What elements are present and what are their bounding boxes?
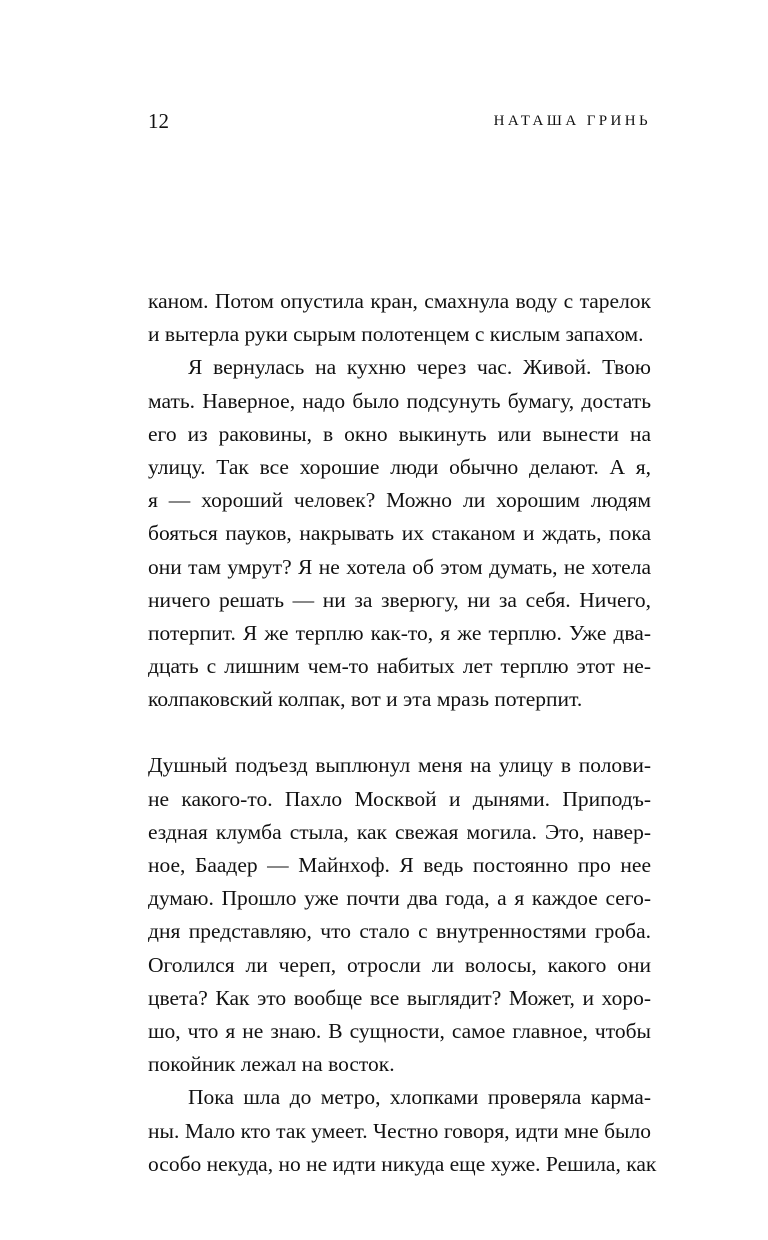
text-line: Душный подъезд выплюнул меня на улицу в полови- — [148, 753, 651, 778]
text-line: ездная клумба стыла, как свежая могила. Это, навер- — [148, 819, 651, 844]
paragraph — [148, 1081, 657, 1181]
text-line: особо некуда, но не идти никуда еще хуже. Решила, как — [148, 1151, 657, 1176]
text-line: потерпит. Я же терплю как-то, я же терплю. Уже два- — [148, 620, 651, 645]
paragraph — [148, 285, 651, 351]
paragraph — [148, 749, 651, 1081]
running-header — [148, 106, 651, 136]
text-line: ное, Баадер — Майнхоф. Я ведь постоянно про нее — [148, 853, 651, 877]
text-line: улицу. Так все хорошие люди обычно делают. А я, — [148, 454, 651, 479]
text-line: Я вернулась на кухню через час. Живой. Твою — [188, 355, 651, 380]
text-line: бояться пауков, накрывать их стаканом и ждать, пока — [148, 521, 651, 546]
text-line: Оголился ли череп, отросли ли волосы, какого они — [148, 952, 651, 977]
text-line: они там умрут? Я не хотела об этом думать, не хотела — [148, 554, 651, 579]
text-line: колпаковский колпак, вот и эта мразь потерпит. — [148, 687, 583, 712]
text-line: цвета? Как это вообще все выглядит? Может, и хоро- — [148, 985, 651, 1010]
text-line: мать. Наверное, надо было подсунуть бумагу, достать — [148, 388, 651, 413]
text-line: каном. Потом опустила кран, смахнула воду с тарелок — [148, 289, 651, 313]
text-line: не какого-то. Пахло Москвой и дынями. Приподъ- — [148, 786, 651, 811]
paragraph — [148, 351, 651, 716]
text-line: Пока шла до метро, хлопками проверяла карма- — [188, 1085, 651, 1110]
text-line: дня представляю, что стало с внутренностями гроба. — [148, 919, 651, 944]
text-line: дцать с лишним чем-то набитых лет терплю этот не- — [148, 654, 651, 679]
section-break — [148, 716, 651, 749]
text-line: ничего решать — ни за зверюгу, ни за себя. Ничего, — [148, 587, 651, 612]
page-number: 12 — [148, 109, 169, 133]
text-line: я — хороший человек? Можно ли хорошим людям — [148, 488, 651, 513]
page-body — [148, 285, 657, 1181]
text-line: ны. Мало кто так умеет. Честно говоря, идти мне было — [148, 1118, 651, 1143]
text-line: покойник лежал на восток. — [148, 1052, 395, 1077]
text-line: шо, что я не знаю. В сущности, самое главное, чтобы — [148, 1018, 651, 1043]
text-line: и вытерла руки сырым полотенцем с кислым запахом. — [148, 322, 644, 347]
text-line: его из раковины, в окно выкинуть или вынести на — [148, 421, 651, 446]
text-line: думаю. Прошло уже почти два года, а я каждое сего- — [148, 886, 651, 911]
author-name: НАТАША ГРИНЬ — [493, 113, 651, 129]
